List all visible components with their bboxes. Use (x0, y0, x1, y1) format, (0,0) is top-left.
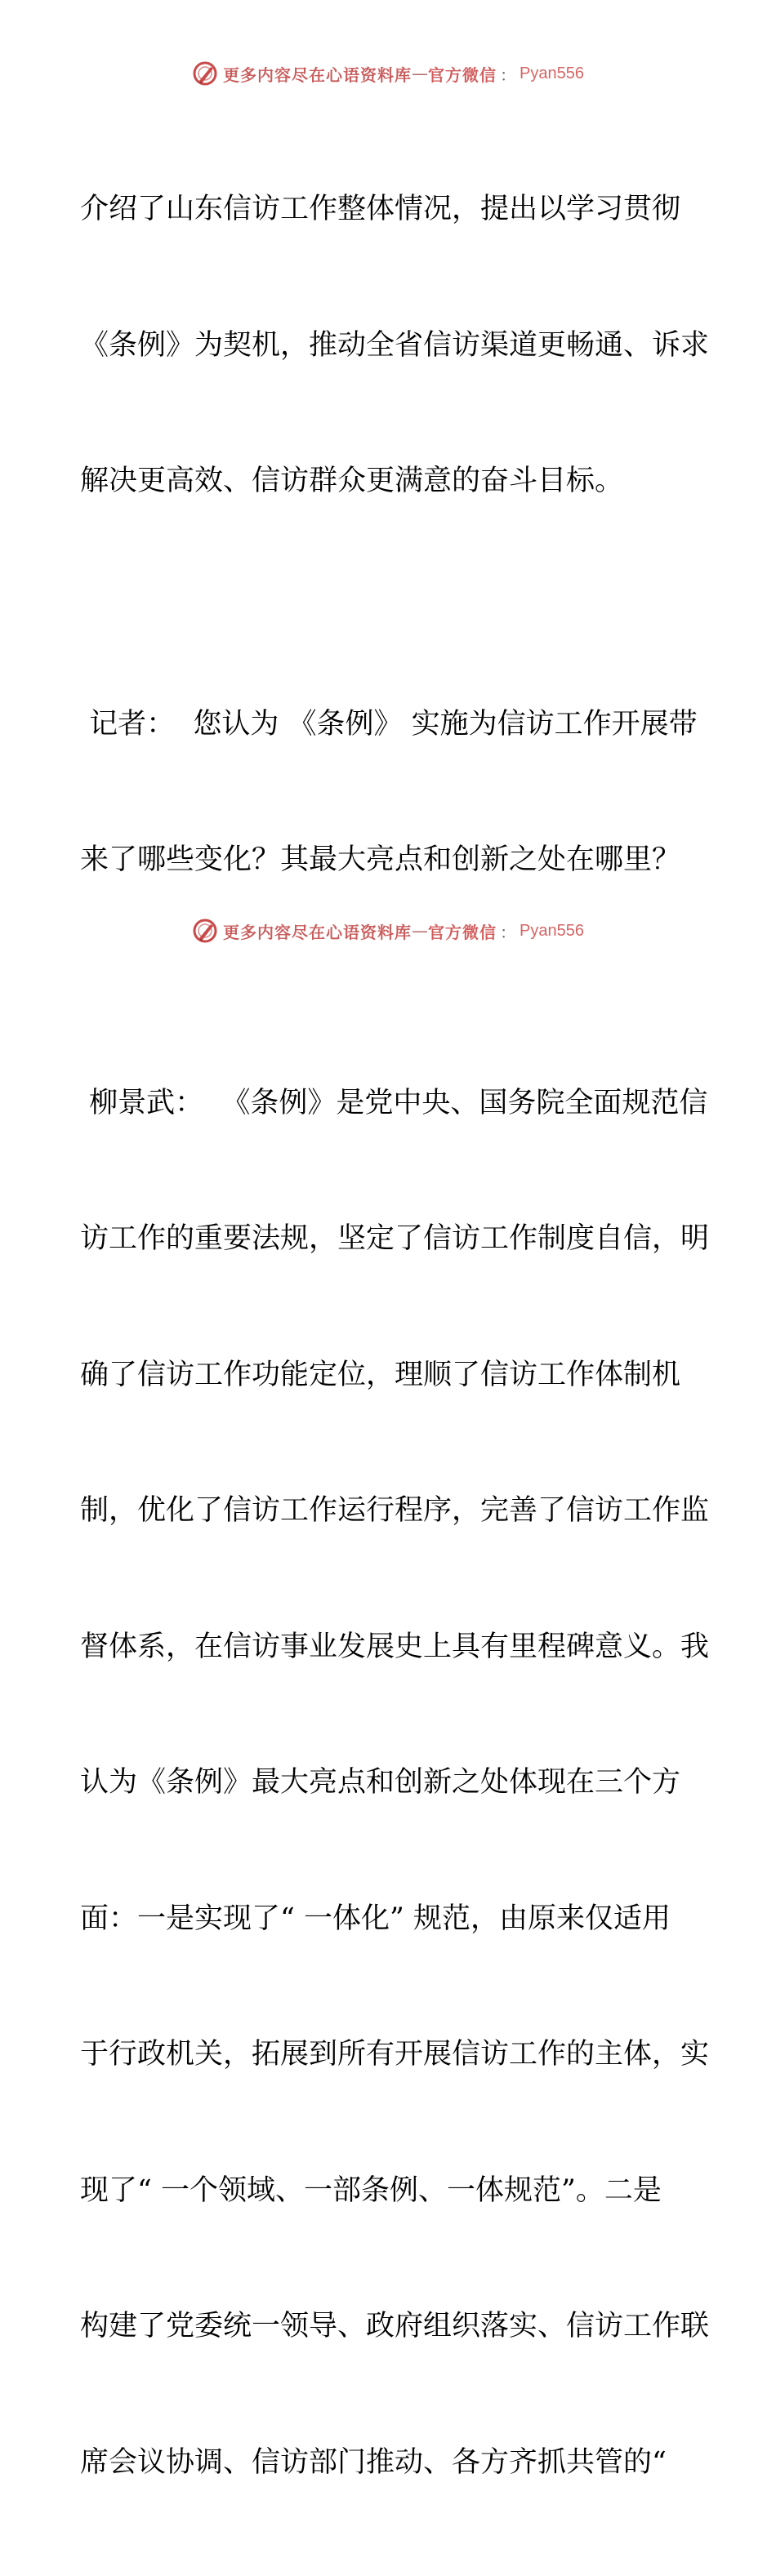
text-line: 访工作的重要法规，坚定了信访工作制度自信，明 (80, 1217, 701, 1262)
paragraph-intro (80, 96, 701, 595)
text-line: 柳景武： 《条例》是党中央、国务院全面规范信 (80, 1081, 701, 1127)
banner-dash: — (412, 64, 428, 83)
paragraph-answer (80, 990, 701, 2576)
footer-watermark-banner (0, 914, 776, 947)
banner-wechat-label: 官方微信 (428, 919, 497, 943)
header-watermark-banner (0, 57, 776, 90)
banner-colon: ： (500, 62, 516, 86)
pen-logo-icon (192, 918, 218, 944)
pen-logo-icon (192, 60, 218, 87)
text-line: 席会议协调、信访部门推动、各方齐抓共管的“ (80, 2440, 701, 2486)
text-line: 现了“ 一个领域、一部条例、一体规范”。二是 (80, 2169, 701, 2214)
text-line: 督体系，在信访事业发展史上具有里程碑意义。我 (80, 1625, 701, 1671)
banner-wechat-label: 官方微信 (428, 62, 497, 86)
text-line: 解决更高效、信访群众更满意的奋斗目标。 (80, 459, 701, 505)
text-line: 确了信访工作功能定位，理顺了信访工作体制机 (80, 1353, 701, 1399)
text-line: 来了哪些变化？其最大亮点和创新之处在哪里？ (80, 838, 701, 883)
banner-colon: ： (500, 919, 516, 943)
text-line: 面：一是实现了“ 一体化” 规范，由原来仅适用 (80, 1897, 701, 1942)
banner-main-text: 更多内容尽在心语资料库 (223, 919, 412, 943)
text-line: 记者： 您认为 《条例》 实施为信访工作开展带 (80, 702, 701, 748)
banner-dash: — (412, 921, 428, 941)
text-line: 构建了党委统一领导、政府组织落实、信访工作联 (80, 2304, 701, 2350)
banner-wechat-id: Pyan556 (520, 922, 584, 941)
text-line: 制，优化了信访工作运行程序，完善了信访工作监 (80, 1488, 701, 1534)
text-line: 于行政机关，拓展到所有开展信访工作的主体，实 (80, 2032, 701, 2078)
text-line: 《条例》为契机，推动全省信访渠道更畅通、诉求 (80, 323, 701, 369)
banner-wechat-id: Pyan556 (520, 65, 584, 83)
document-body (80, 96, 701, 2576)
banner-main-text: 更多内容尽在心语资料库 (223, 62, 412, 86)
text-line: 认为《条例》最大亮点和创新之处体现在三个方 (80, 1760, 701, 1806)
text-line: 介绍了山东信访工作整体情况，提出以学习贯彻 (80, 187, 701, 233)
